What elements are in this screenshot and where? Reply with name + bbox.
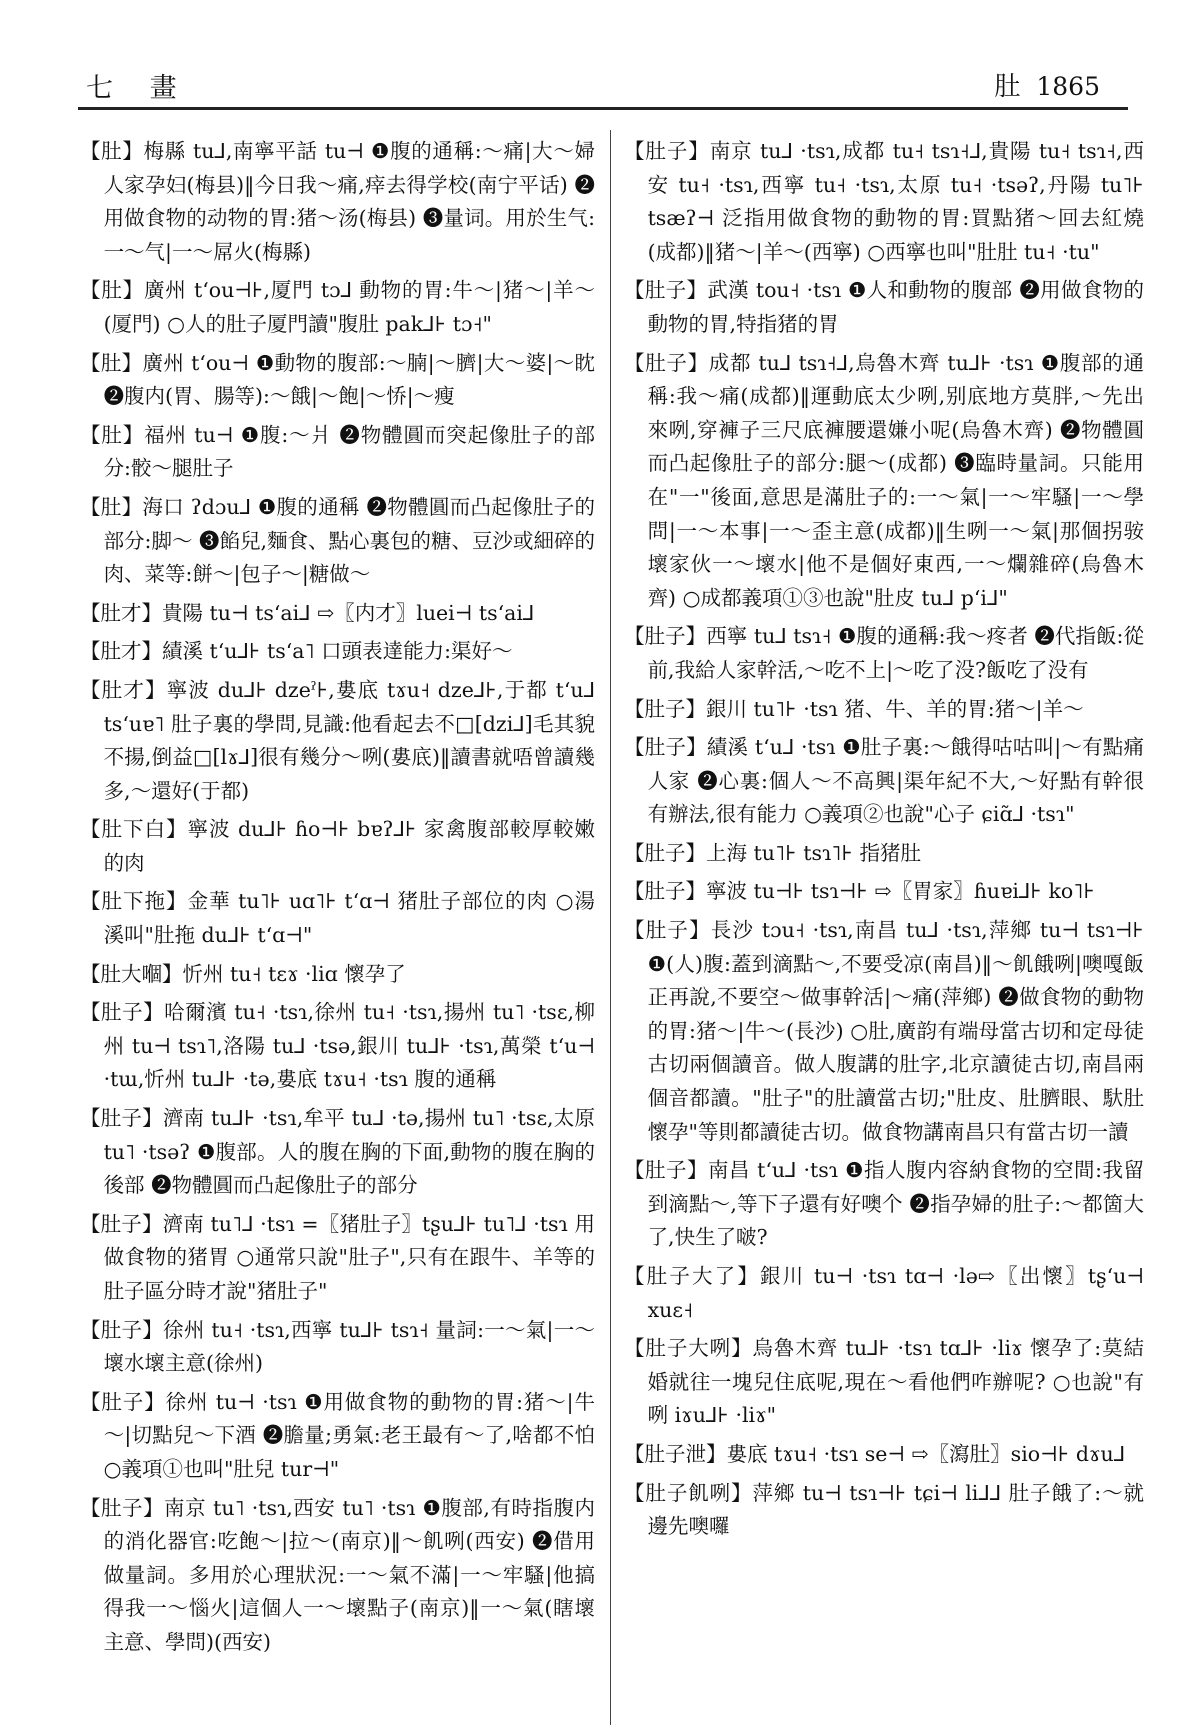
dictionary-entry: 【肚子】績溪 tʻu⅃ ·tsɿ ❶肚子裏:～餓得咕咕叫|～有點痛人家 ❷心裏:個人～不高興|渠年紀不大,～好點有幹很有辦法,很有能力 ○義項②也說"心子 ɕiɑ̃⅃ ·tsɿ" bbox=[624, 735, 1144, 827]
dictionary-entry: 【肚子】哈爾濱 tu˧ ·tsɿ,徐州 tu˧ ·tsɿ,揚州 tu˥ ·tsɛ,柳州 tu⊣ tsɿ˥,洛陽 tu⅃ ·tsə,銀川 tu⅃⊦ ·tsɿ,萬榮 tʻu⊣ ·tɯ,忻州 tu⅃⊦ ·tə,婁底 tɤu˧ ·tsɿ 腹的通稱 bbox=[80, 1000, 595, 1092]
left-column bbox=[80, 135, 595, 1684]
dictionary-entry: 【肚下拖】金華 tu˥⊦ uɑ˥⊦ tʻɑ⊣ 猪肚子部位的肉 ○湯溪叫"肚拖 du⅃⊦ tʻɑ⊣" bbox=[80, 889, 595, 948]
dictionary-entry: 【肚】廣州 tʻou⊣ ❶動物的腹部:～腩|～臍|大～婆|～眈 ❷腹内(胃、腸等):～餓|～飽|～㤭|～瘦 bbox=[80, 350, 595, 409]
dictionary-entry: 【肚子大咧】烏魯木齊 tu⅃⊦ ·tsɿ tɑ⅃⊦ ·liɤ 懷孕了:莫結婚就往一塊兒住底呢,現在～看他們咋辦呢? ○也說"有咧 iɤu⅃⊦ ·liɤ" bbox=[624, 1336, 1144, 1428]
dictionary-entry: 【肚子飢咧】萍鄉 tu⊣ tsɿ⊣⊦ tɕi⊣ li⅃⅃ 肚子餓了:～就邊先噢囉 bbox=[624, 1480, 1144, 1539]
dictionary-entry: 【肚子】西寧 tu⅃ tsɿ˧ ❶腹的通稱:我～疼者 ❷代指飯:從前,我給人家幹活,～吃不上|～吃了没?飯吃了没有 bbox=[624, 624, 1144, 682]
section-title: 七 畫 bbox=[86, 73, 191, 104]
dictionary-entry: 【肚子大了】銀川 tu⊣ ·tsɿ tɑ⊣ ·lə⇨〖出懷〗tʂʻu⊣ xuɛ˧ bbox=[624, 1264, 1144, 1322]
dictionary-entry: 【肚下白】寧波 du⅃⊦ ɦo⊣⊦ bɐʔ⅃⊦ 家禽腹部較厚較嫩的肉 bbox=[80, 817, 595, 875]
dictionary-entry: 【肚才】寧波 du⅃⊦ dzeˀ⊦,婁底 tɤu˧ dze⅃⊦,于都 tʻu⅃ tsʻuɐ˥ 肚子裏的學問,見識:他看起去不□[dzi⅃]毛其貌不揚,倒益□[lɤ⅃]很有幾分～咧(婁底)‖讀書就唔曾讀幾多,～還好(于都) bbox=[80, 677, 595, 803]
headword: 肚 bbox=[994, 72, 1021, 102]
page-number: 1865 bbox=[1036, 72, 1100, 101]
dictionary-entry: 【肚子】銀川 tu˥⊦ ·tsɿ 猪、牛、羊的胃:猪～|羊～ bbox=[624, 696, 1084, 721]
dictionary-entry: 【肚】海口 ʔdɔu⅃ ❶腹的通稱 ❷物體圓而凸起像肚子的部分:脚～ ❸餡兒,麵食、點心裏包的糖、豆沙或細碎的肉、菜等:餅～|包子～|糖做～ bbox=[80, 494, 595, 587]
header-rule bbox=[78, 107, 1128, 110]
dictionary-entry: 【肚子】南京 tu˥ ·tsɿ,西安 tu˥ ·tsɿ ❶腹部,有時指腹内的消化器官:吃飽～|拉～(南京)‖～飢咧(西安) ❷借用做量詞。多用於心理狀況:一～氣不滿|一～牢騷|他搞得我一～惱火|這個人一～壞點子(南京)‖一～氣(瞎壞主意、學問)(西安) bbox=[80, 1495, 595, 1654]
dictionary-entry: 【肚才】績溪 tʻu⅃⊦ tsʻa˥ 口頭表達能力:渠好～ bbox=[80, 639, 513, 664]
dictionary-entry: 【肚子】南京 tu⅃ ·tsɿ,成都 tu˧ tsɿ˧⅃,貴陽 tu˧ tsɿ˧,西安 tu˧ ·tsɿ,西寧 tu˧ ·tsɿ,太原 tu˧ ·tsəʔ,丹陽 tu˥⊦ tsæʔ⊣ 泛指用做食物的動物的胃:買點猪～回去紅燒(成都)‖猪～|羊～(西寧) ○西寧也叫"肚肚 tu˧ ·tu" bbox=[624, 139, 1144, 264]
page-header bbox=[78, 58, 1128, 110]
right-column bbox=[624, 135, 1144, 1684]
running-head bbox=[994, 66, 1100, 103]
dictionary-entry: 【肚子】成都 tu⅃ tsɿ˧⅃,烏魯木齊 tu⅃⊦ ·tsɿ ❶腹部的通稱:我～痛(成都)‖運動底太少咧,别底地方莫胖,～先出來咧,穿褲子三尺底褲腰還嫌小呢(烏魯木齊) ❷物體圓而凸起像肚子的部分:腿～(成都) ❸臨時量詞。只能用在"一"後面,意思是滿肚子的:一～氣|一～牢騷|一～學問|一～本事|一～歪主意(成都)‖生咧一～氣|那個拐䯃壞家伙一～壞水|他不是個好東西,一～爛雜碎(烏魯木齊) ○成都義項①③也說"肚皮 tu⅃ pʻi⅃" bbox=[624, 350, 1144, 610]
dictionary-entry: 【肚】福州 tu⊣ ❶腹:～爿 ❷物體圓而突起像肚子的部分:骹～腿肚子 bbox=[80, 422, 595, 481]
dictionary-entry: 【肚子】寧波 tu⊣⊦ tsɿ⊣⊦ ⇨〖胃家〗ɦuɐi⅃⊦ ko˥⊦ bbox=[624, 879, 1095, 904]
dictionary-entry: 【肚子】徐州 tu˧ ·tsɿ,西寧 tu⅃⊦ tsɿ˧ 量詞:一～氣|一～壞水壞主意(徐州) bbox=[80, 1317, 595, 1376]
dictionary-entry: 【肚子】武漢 tou˧ ·tsɿ ❶人和動物的腹部 ❷用做食物的動物的胃,特指猪的胃 bbox=[624, 278, 1144, 336]
dictionary-entry: 【肚子】濟南 tu˥⅃ ·tsɿ =〖猪肚子〗tʂu⅃⊦ tu˥⅃ ·tsɿ 用做食物的猪胃 ○通常只說"肚子",只有在跟牛、羊等的肚子區分時才說"猪肚子" bbox=[80, 1211, 595, 1303]
column-divider bbox=[610, 130, 611, 1725]
dictionary-entry: 【肚子泄】婁底 tɤu˧ ·tsɿ se⊣ ⇨〖瀉肚〗sio⊣⊦ dɤu⅃ bbox=[624, 1441, 1126, 1466]
dictionary-entry: 【肚才】貴陽 tu⊣ tsʻai⅃ ⇨〖内才〗luei⊣ tsʻai⅃ bbox=[80, 600, 535, 625]
dictionary-entry: 【肚子】上海 tu˥⊦ tsɿ˥⊦ 指猪肚 bbox=[624, 840, 921, 865]
dictionary-entry: 【肚】廣州 tʻou⊣⊦,厦門 tɔ⅃ 動物的胃:牛～|猪～|羊～(厦門) ○人的肚子厦門讀"腹肚 pak⅃⊦ tɔ˧" bbox=[80, 278, 595, 336]
dictionary-entry: 【肚子】長沙 tɔu˧ ·tsɿ,南昌 tu⅃ ·tsɿ,萍鄉 tu⊣ tsɿ⊣⊦ ❶(人)腹:蓋到滴點～,不要受凉(南昌)‖～飢餓咧|噢嘎飯正再說,不要空～做事幹活|～痛(萍鄉) ❷做食物的動物的胃:猪～|牛～(長沙) ○肚,廣韵有端母當古切和定母徒古切兩個讀音。做人腹講的肚字,北京讀徒古切,南昌兩個音都讀。"肚子"的肚讀當古切;"肚皮、肚臍眼、馱肚懷孕"等則都讀徒古切。做食物講南昌只有當古切一讀 bbox=[624, 918, 1144, 1144]
dictionary-entry: 【肚子】南昌 tʻu⅃ ·tsɿ ❶指人腹内容納食物的空間:我留到滴點～,等下子還有好噢个 ❷指孕婦的肚子:～都箇大了,快生了啵? bbox=[624, 1158, 1144, 1250]
dictionary-entry: 【肚子】徐州 tu⊣ ·tsɿ ❶用做食物的動物的胃:猪～|牛～|切點兒～下酒 ❷膽量;勇氣:老王最有～了,啥都不怕 ○義項①也叫"肚兒 tur⊣" bbox=[80, 1389, 595, 1481]
dictionary-entry: 【肚】梅縣 tu⅃,南寧平話 tu⊣ ❶腹的通稱:～痛|大～婦人家孕妇(梅县)‖今日我～痛,㾕去得学校(南宁平话) ❷用做食物的动物的胃:猪～汤(梅县) ❸量词。用於生气:一～气|一～屌火(梅縣) bbox=[80, 139, 595, 264]
dictionary-entry: 【肚子】濟南 tu⅃⊦ ·tsɿ,牟平 tu⅃ ·tə,揚州 tu˥ ·tsɛ,太原 tu˥ ·tsəʔ ❶腹部。人的腹在胸的下面,動物的腹在胸的後部 ❷物體圓而凸起像肚子的部分 bbox=[80, 1106, 595, 1198]
dictionary-entry: 【肚大嗰】忻州 tu˧ tɛɤ ·liɑ 懷孕了 bbox=[80, 961, 406, 986]
